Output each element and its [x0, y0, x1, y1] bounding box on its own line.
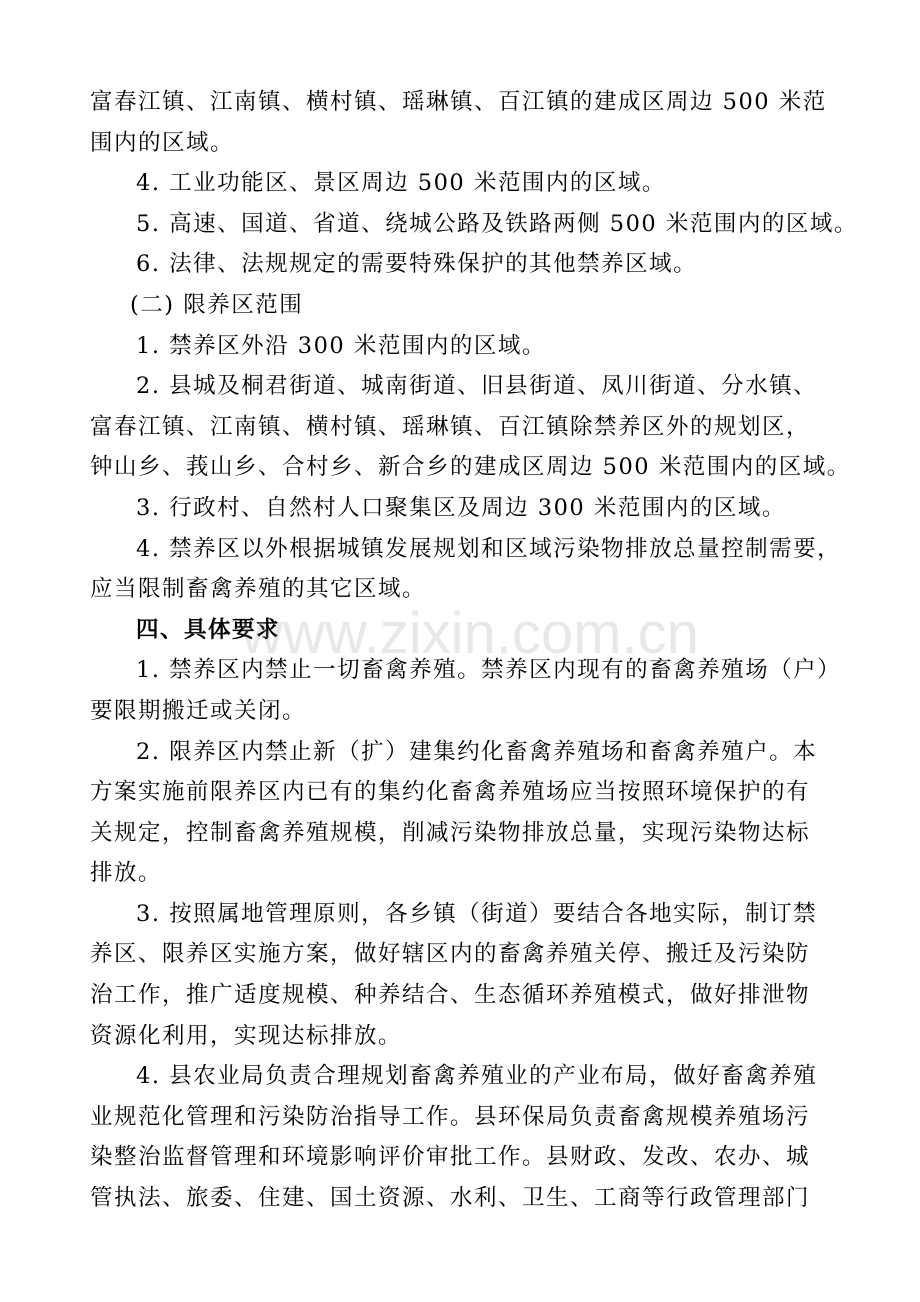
- list-item: 3. 按照属地管理原则，各乡镇（街道）要结合各地实际，制订禁: [136, 900, 818, 927]
- text-line: 资源化利用，实现达标排放。: [90, 1022, 403, 1049]
- subsection-heading: (二) 限养区范围: [130, 291, 304, 318]
- list-item: 4. 工业功能区、景区周边 500 米范围内的区域。: [136, 170, 666, 197]
- text-line: 养区、限养区实施方案，做好辖区内的畜禽养殖关停、搬迁及污染防: [90, 941, 811, 968]
- section-heading: 四、具体要求: [136, 616, 281, 643]
- list-item: 1. 禁养区外沿 300 米范围内的区域。: [136, 332, 546, 359]
- text-line: 应当限制畜禽养殖的其它区域。: [90, 576, 427, 603]
- text-line: 业规范化管理和污染防治指导工作。县环保局负责畜禽规模养殖场污: [90, 1103, 811, 1130]
- list-item: 1. 禁养区内禁止一切畜禽养殖。禁养区内现有的畜禽养殖场（户）: [136, 657, 842, 684]
- text-line: 关规定，控制畜禽养殖规模，削减污染物排放总量，实现污染物达标: [90, 819, 811, 846]
- text-line: 治工作，推广适度规模、种养结合、生态循环养殖模式，做好排泄物: [90, 982, 811, 1009]
- text-line: 方案实施前限养区内已有的集约化畜禽养殖场应当按照环境保护的有: [90, 779, 811, 806]
- list-item: 4. 禁养区以外根据城镇发展规划和区域污染物排放总量控制需要，: [136, 535, 842, 562]
- text-line: 钟山乡、莪山乡、合村乡、新合乡的建成区周边 500 米范围内的区域。: [90, 454, 851, 481]
- text-line: 染整治监督管理和环境影响评价审批工作。县财政、发改、农办、城: [90, 1144, 811, 1171]
- list-item: 2. 县城及桐君街道、城南街道、旧县街道、凤川街道、分水镇、: [136, 373, 818, 400]
- list-item: 6. 法律、法规规定的需要特殊保护的其他禁养区域。: [136, 251, 698, 278]
- text-line: 排放。: [90, 860, 163, 887]
- text-line: 要限期搬迁或关闭。: [90, 697, 307, 724]
- document-body: [90, 82, 858, 1219]
- list-item: 2. 限养区内禁止新（扩）建集约化畜禽养殖场和畜禽养殖户。本: [136, 738, 818, 765]
- text-line: 富春江镇、江南镇、横村镇、瑶琳镇、百江镇的建成区周边 500 米范: [90, 89, 827, 115]
- list-item: 5. 高速、国道、省道、绕城公路及铁路两侧 500 米范围内的区域。: [136, 210, 858, 237]
- text-line: 围内的区域。: [90, 129, 235, 156]
- list-item: 3. 行政村、自然村人口聚集区及周边 300 米范围内的区域。: [136, 494, 786, 521]
- list-item: 4. 县农业局负责合理规划畜禽养殖业的产业布局，做好畜禽养殖: [136, 1063, 818, 1090]
- text-line: 富春江镇、江南镇、横村镇、瑶琳镇、百江镇除禁养区外的规划区，: [90, 413, 811, 440]
- text-line: 管执法、旅委、住建、国土资源、水利、卫生、工商等行政管理部门: [90, 1185, 811, 1212]
- watermark: www.zixin.com.cn: [241, 601, 699, 666]
